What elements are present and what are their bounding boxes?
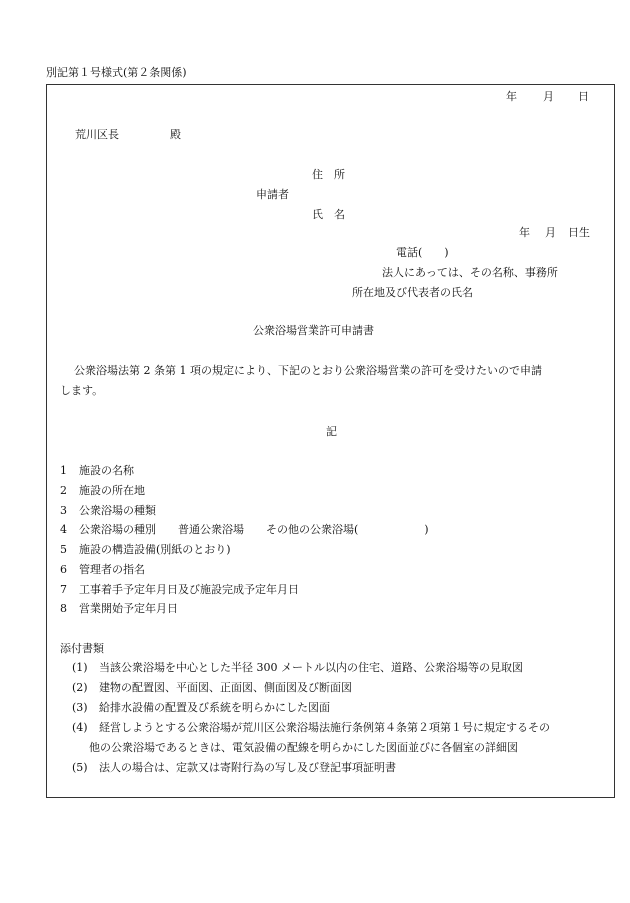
attachment-number: (1) <box>72 661 88 674</box>
applicant-role-label: 申請者 <box>256 188 289 201</box>
birth-year: 年 <box>519 226 530 239</box>
list-item-text: 施設の所在地 <box>79 484 145 497</box>
attachment-text: 当該公衆浴場を中心とした半径 300 メートル以内の住宅、道路、公衆浴場等の見取図 <box>99 661 523 674</box>
birth-day: 日生 <box>568 226 590 239</box>
date-day: 日 <box>578 90 589 103</box>
list-item-text: 施設の構造設備(別紙のとおり) <box>79 543 231 556</box>
list-item-text: 施設の名称 <box>79 464 134 477</box>
attachments-title: 添付書類 <box>60 642 104 655</box>
attachment-text: 建物の配置図、平面図、正面図、側面図及び断面図 <box>99 681 352 694</box>
list-item-text: 公衆浴場の種別 普通公衆浴場 その他の公衆浴場( ) <box>79 523 429 536</box>
applicant-name-label: 氏 名 <box>312 208 345 221</box>
form-label: 別記第１号様式(第２条関係) <box>46 66 187 79</box>
list-item-number: 1 <box>60 464 67 477</box>
list-item-text: 営業開始予定年月日 <box>79 602 178 615</box>
attachment-number: (2) <box>72 681 88 694</box>
ki-heading: 記 <box>326 425 337 438</box>
addressee-honorific: 殿 <box>170 128 181 141</box>
date-year: 年 <box>506 90 517 103</box>
list-item-text: 管理者の指名 <box>79 563 145 576</box>
date-month: 月 <box>543 90 554 103</box>
applicant-phone: 電話( ) <box>396 246 449 259</box>
list-item-number: 6 <box>60 563 67 576</box>
applicant-address-label: 住 所 <box>312 168 345 181</box>
attachment-text: 給排水設備の配置及び系統を明らかにした図面 <box>99 701 330 714</box>
attachment-text-continuation: 他の公衆浴場であるときは、電気設備の配線を明らかにした図面並びに各個室の詳細図 <box>89 741 518 754</box>
list-item-number: 3 <box>60 504 67 517</box>
list-item-number: 2 <box>60 484 67 497</box>
attachment-number: (3) <box>72 701 88 714</box>
attachment-number: (5) <box>72 761 88 774</box>
addressee-name: 荒川区長 <box>75 128 119 141</box>
list-item-text: 公衆浴場の種類 <box>79 504 156 517</box>
attachment-text: 経営しようとする公衆浴場が荒川区公衆浴場法施行条例第４条第２項第１号に規定するその <box>99 721 550 734</box>
document-title: 公衆浴場営業許可申請書 <box>253 324 374 337</box>
attachment-text: 法人の場合は、定款又は寄附行為の写し及び登記事項証明書 <box>99 761 396 774</box>
body-line-1: 公衆浴場法第 2 条第 1 項の規定により、下記のとおり公衆浴場営業の許可を受けたいので申請 <box>74 364 542 377</box>
birth-month: 月 <box>545 226 556 239</box>
corporate-note-2: 所在地及び代表者の氏名 <box>352 286 473 299</box>
body-line-2: します。 <box>60 384 104 397</box>
corporate-note-1: 法人にあっては、その名称、事務所 <box>382 266 558 279</box>
attachment-number: (4) <box>72 721 88 734</box>
list-item-number: 7 <box>60 583 67 596</box>
list-item-number: 4 <box>60 523 67 536</box>
list-item-number: 8 <box>60 602 67 615</box>
list-item-number: 5 <box>60 543 67 556</box>
list-item-text: 工事着手予定年月日及び施設完成予定年月日 <box>79 583 299 596</box>
